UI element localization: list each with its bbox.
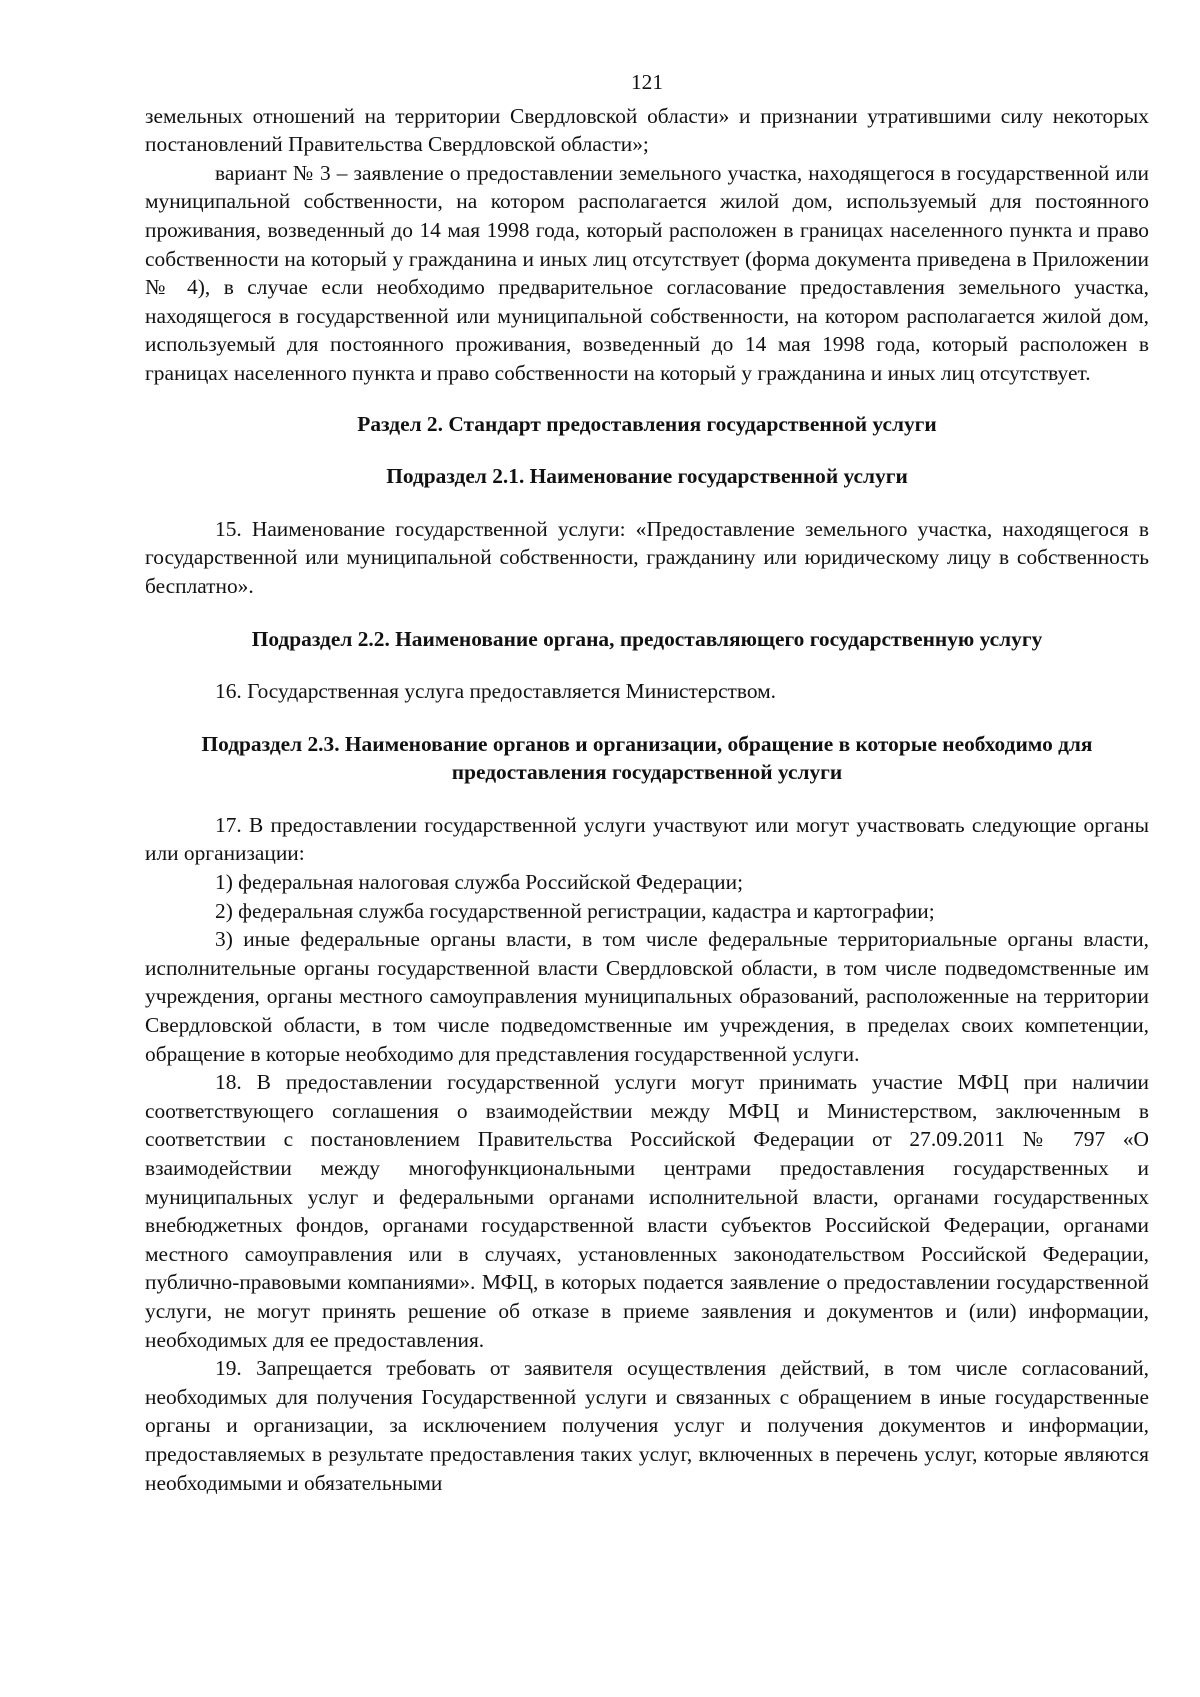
spacer	[145, 653, 1149, 677]
paragraph: вариант № 3 – заявление о предоставлении земельного участка, находящегося в государственной или муниципальной собственности, на котором располагается жилой дом, используемый для постоянного проживания, возведенный до 14 мая 1998 года, который расположен в границах населенного пункта и право собственности на который у гражданина и иных лиц отсутствует (форма документа приведена в Приложении № 4), в случае если необходимо предварительное согласование предоставления земельного участка, находящегося в государственной или муниципальной собственности, на котором располагается жилой дом, используемый для постоянного проживания, возведенный до 14 мая 1998 года, который расположен в границах населенного пункта и право собственности на который у гражданина и иных лиц отсутствует.	[145, 160, 1149, 385]
paragraph: 18. В предоставлении государственной услуги могут принимать участие МФЦ при наличии соответствующего соглашения о взаимодействии между МФЦ и Министерством, заключенным в соответствии с постановлением Правительства Российской Федерации от 27.09.2011 № 797 «О взаимодействии между многофункциональными центрами предоставления государственных и муниципальных услуг и федеральными органами исполнительной власти, органами государственных внебюджетных фондов, органами государственной власти субъектов Российской Федерации, органами местного самоуправления или в случаях, установленных законодательством Российской Федерации, публично-правовыми компаниями». МФЦ, в которых подается заявление о предоставлении государственной услуги, не могут принять решение об отказе в приеме заявления и документов и (или) информации, необходимых для ее предоставления.	[145, 1070, 1149, 1352]
subsection-heading: Подраздел 2.3. Наименование органов и организации, обращение в которые необходимо для предоставления государственной услуги	[201, 731, 1093, 785]
list-item: 1) федеральная налоговая служба Российской Федерации;	[215, 870, 744, 895]
spacer	[145, 787, 1149, 811]
paragraph: 15. Наименование государственной услуги: «Предоставление земельного участка, находящегося в государственной или муниципальной собственности, гражданину или юридическому лицу в собственность бесплатно».	[145, 516, 1149, 598]
paragraph: земельных отношений на территории Свердловской области» и признании утратившими силу некоторых постановлений Правительства Свердловской области»;	[145, 103, 1149, 157]
paragraph: 19. Запрещается требовать от заявителя осуществления действий, в том числе согласований, необходимых для получения Государственной услуги и связанных с обращением в иные государственные органы и организации, за исключением получения услуг и получения документов и информации, предоставляемых в результате предоставления таких услуг, включенных в перечень услуг, которые являются необходимыми и обязательными	[145, 1356, 1149, 1495]
list-item: 2) федеральная служба государственной регистрации, кадастра и картографии;	[215, 898, 935, 923]
subsection-heading: Подраздел 2.2. Наименование органа, предоставляющего государственную услугу	[251, 626, 1043, 651]
spacer	[145, 438, 1149, 462]
spacer	[145, 388, 1149, 410]
spacer	[145, 601, 1149, 625]
document-page	[145, 68, 1149, 1497]
spacer	[145, 706, 1149, 730]
section-heading: Раздел 2. Стандарт предоставления государственной услуги	[357, 411, 937, 436]
page-number: 121	[630, 70, 664, 94]
spacer	[145, 491, 1149, 515]
paragraph: 16. Государственная услуга предоставляется Министерством.	[215, 679, 777, 704]
paragraph: 17. В предоставлении государственной услуги участвуют или могут участвовать следующие органы или организации:	[145, 812, 1149, 866]
subsection-heading: Подраздел 2.1. Наименование государственной услуги	[386, 464, 908, 489]
list-item: 3) иные федеральные органы власти, в том числе федеральные территориальные органы власти, исполнительные органы государственной власти Свердловской области, в том числе подведомственные им учреждения, органы местного самоуправления муниципальных образований, расположенные на территории Свердловской области, в том числе подведомственные им учреждения, в пределах своих компетенции, обращение в которые необходимо для представления государственной услуги.	[145, 927, 1149, 1066]
